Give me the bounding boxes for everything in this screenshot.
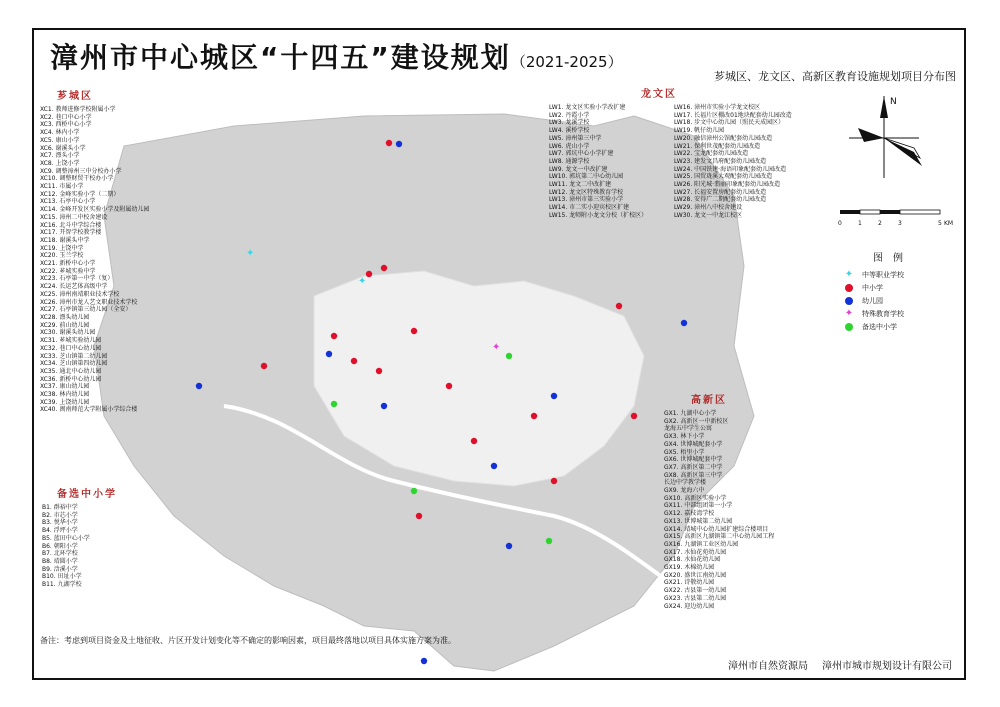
footer: [714, 657, 952, 672]
legend-item: [834, 307, 952, 320]
xiangcheng-item: XC26. 漳州市龙人艺文职业技术学校: [40, 298, 138, 306]
marker-primary[interactable]: [616, 303, 622, 309]
marker-special[interactable]: ✦: [492, 342, 501, 353]
longwen-item: LW16. 漳州市实验小学龙文校区: [674, 104, 761, 111]
gaoxin-item: GX16. 九湖镇工业区幼儿园: [664, 540, 739, 548]
gaoxin-item: GX6. 世博城配套中学: [664, 456, 723, 464]
xiangcheng-item: XC7. 漂头小学: [40, 152, 80, 160]
longwen-item: LW13. 漳州市第三实验小学: [549, 196, 624, 204]
gaoxin-item: 龙海五中学生公寓: [664, 425, 713, 433]
xiangcheng-item: XC5. 康山小学: [40, 136, 80, 144]
xiangcheng-title: 芗城区: [57, 91, 93, 102]
xiangcheng-item: XC31. 芗城实验幼儿园: [40, 337, 102, 345]
gaoxin-list: [664, 410, 774, 610]
marker-primary[interactable]: [446, 383, 452, 389]
longwen-item: LW2. 丹霞小学: [549, 111, 590, 119]
marker-kindergarten[interactable]: [491, 463, 497, 469]
scale-tick-label: 5: [938, 220, 942, 227]
marker-reserve[interactable]: [506, 353, 512, 359]
xiangcheng-item: XC25. 漳州南靖职业技术学校: [40, 290, 120, 298]
gaoxin-item: GX8. 高新区第三中学: [664, 471, 723, 479]
reserve-item: B1. 群裕中学: [42, 504, 78, 511]
longwen-item: LW15. 龙师附小龙文分校（扩校区）: [549, 211, 648, 219]
xiangcheng-item: XC21. 新桥中心小学: [40, 260, 96, 268]
xiangcheng-item: XC35. 通北中心幼儿园: [40, 367, 102, 375]
longwen-item: LW26. 阳光城·翡丽印象配套幼儿园改造: [674, 181, 781, 189]
longwen-item: LW19. 帆仔幼儿园: [674, 127, 725, 135]
marker-primary[interactable]: [531, 413, 537, 419]
longwen-item: LW14. 市二实小迎宾校区扩建: [549, 204, 630, 212]
xiangcheng-item: XC4. 林内小学: [40, 129, 80, 137]
legend-label: 幼儿园: [862, 296, 883, 305]
dot-icon: [844, 322, 854, 332]
longwen-item: LW20. 融信漳州公馆配套幼儿园改造: [674, 134, 773, 142]
reserve-item: B8. 靖圆小学: [42, 557, 78, 565]
longwen-item: LW6. 虎山小学: [549, 142, 590, 150]
xiangcheng-item: XC3. 西桥中心小学: [40, 121, 92, 129]
xiangcheng-item: XC22. 芗城实验中学: [40, 267, 96, 275]
scale-tick-label: 0: [838, 220, 842, 227]
compass-icon: [849, 96, 922, 178]
longwen-item: LW5. 漳州第三中学: [549, 134, 602, 142]
longwen-item: LW17. 长福片区棚改01地块配套幼儿园改造: [674, 111, 792, 119]
xiangcheng-item: XC10. 调整财贸干校办小学: [40, 175, 114, 183]
marker-reserve[interactable]: [546, 538, 552, 544]
scale-tick-label: 3: [898, 220, 902, 227]
marker-primary[interactable]: [376, 368, 382, 374]
reserve-item: B10. 田址小学: [42, 573, 82, 581]
longwen-item: LW22. 宝龙配套幼儿园改造: [674, 150, 749, 158]
longwen-panel: [549, 88, 792, 220]
xiangcheng-item: XC8. 上饶小学: [40, 159, 80, 167]
marker-reserve[interactable]: [411, 488, 417, 494]
longwen-list-right: [674, 104, 792, 220]
longwen-item: LW29. 漳州八中校舍建设: [674, 204, 743, 212]
disclaimer-note: 备注：考虑到项目资金及土地征收、片区开发计划变化等不确定的影响因素，项目最终落地以项目具体实施方案为准。: [40, 636, 456, 645]
xiangcheng-item: XC2. 巷口中心小学: [40, 113, 92, 121]
longwen-item: LW18. 步文中心幼儿园（照民天成园区）: [674, 119, 785, 127]
gaoxin-item: 长边中学教学楼: [664, 479, 707, 487]
marker-primary[interactable]: [386, 140, 392, 146]
longwen-item: LW7. 郭坑中心小学扩建: [549, 150, 614, 158]
gaoxin-item: GX17. 水仙花苑幼儿园: [664, 548, 727, 556]
marker-primary[interactable]: [351, 358, 357, 364]
page-title: [50, 36, 623, 76]
scale-bar: [838, 208, 958, 232]
gaoxin-item: GX21. 诗敬幼儿园: [664, 579, 715, 587]
longwen-item: LW9. 龙文一中改扩建: [549, 165, 608, 173]
marker-kindergarten[interactable]: [381, 403, 387, 409]
marker-primary[interactable]: [381, 265, 387, 271]
gaoxin-item: GX3. 林下小学: [664, 433, 705, 441]
reserve-item: B5. 蓝田中心小学: [42, 534, 90, 542]
xiangcheng-item: XC27. 石亭镇第三幼儿园（全安）: [40, 306, 132, 314]
title-text: 漳州市中心城区“十四五”建设规划: [50, 41, 511, 74]
xiangcheng-item: XC38. 林内幼儿园: [40, 391, 90, 399]
marker-kindergarten[interactable]: [506, 543, 512, 549]
gaoxin-item: GX19. 木棉幼儿园: [664, 564, 715, 572]
gaoxin-panel: [664, 394, 774, 610]
gaoxin-item: GX10. 高新区实验小学: [664, 494, 727, 502]
longwen-list-left: [549, 104, 674, 220]
xiangcheng-item: XC32. 巷口中心幼儿园: [40, 344, 102, 352]
gaoxin-item: GX9. 龙海六中: [664, 487, 705, 495]
gaoxin-item: GX23. 古县第二幼儿园: [664, 594, 727, 602]
marker-primary[interactable]: [366, 271, 372, 277]
gaoxin-item: GX5. 梧里小学: [664, 448, 705, 456]
map-subtitle: 芗城区、龙文区、高新区教育设施规划项目分布图: [714, 70, 956, 83]
longwen-item: LW10. 郭坑第二中心幼儿园: [549, 173, 624, 181]
gaoxin-item: GX2. 高新区一中新校区: [664, 417, 729, 425]
footer-org-1: 漳州市自然资源局: [728, 661, 808, 672]
gaoxin-item: GX12. 嘉枝湾学校: [664, 510, 715, 518]
marker-primary[interactable]: [411, 328, 417, 334]
scale-tick-labels: [838, 220, 958, 228]
gaoxin-item: GX24. 迎边幼儿园: [664, 602, 715, 610]
legend-label: 中等职业学校: [862, 270, 904, 279]
star-icon: ✦: [844, 268, 854, 280]
reserve-item: B11. 九湖学校: [42, 581, 82, 589]
longwen-item: LW8. 通源学校: [549, 157, 590, 165]
xiangcheng-item: XC30. 谢溪头幼儿园: [40, 329, 96, 337]
marker-kindergarten[interactable]: [681, 320, 687, 326]
marker-kindergarten[interactable]: [421, 658, 427, 664]
district-map[interactable]: [34, 86, 964, 682]
xiangcheng-item: XC17. 开智学校教学楼: [40, 229, 102, 237]
reserve-panel: [42, 488, 132, 589]
xiangcheng-item: XC14. 金峰开发区实验小学及附属幼儿园: [40, 206, 150, 214]
marker-kindergarten[interactable]: [551, 393, 557, 399]
xiangcheng-item: XC18. 谢溪头中学: [40, 236, 90, 244]
reserve-title: 备选中小学: [57, 489, 117, 500]
marker-vocational[interactable]: ✦: [246, 248, 255, 259]
legend-label: 中小学: [862, 283, 883, 292]
gaoxin-item: GX22. 古县第一幼儿园: [664, 587, 727, 595]
xiangcheng-item: XC34. 芝山镇第四幼儿园: [40, 360, 108, 368]
reserve-item: B7. 北环学校: [42, 550, 78, 558]
marker-primary[interactable]: [631, 413, 637, 419]
marker-kindergarten[interactable]: [396, 141, 402, 147]
xiangcheng-item: XC40. 闽南师范大学附属小学综合楼: [40, 406, 138, 414]
marker-primary[interactable]: [551, 478, 557, 484]
marker-reserve[interactable]: [331, 401, 337, 407]
longwen-title: 龙文区: [641, 89, 677, 100]
gaoxin-item: GX1. 九湖中心小学: [664, 410, 717, 417]
reserve-item: B3. 悦华小学: [42, 519, 78, 527]
marker-primary[interactable]: [471, 438, 477, 444]
xiangcheng-item: XC20. 玉兰学校: [40, 252, 84, 260]
longwen-item: LW28. 安得广二期配套幼儿园改造: [674, 196, 767, 204]
xiangcheng-item: XC13. 石亭中心小学: [40, 198, 96, 206]
star-icon: ✦: [844, 307, 854, 319]
map-frame: [32, 28, 966, 680]
marker-kindergarten[interactable]: [326, 351, 332, 357]
scale-tick-label: 1: [858, 220, 862, 227]
xiangcheng-item: XC36. 新桥中心幼儿园: [40, 375, 102, 383]
xiangcheng-item: XC39. 上饶幼儿园: [40, 398, 90, 406]
gaoxin-item: GX15. 高新区九湖镇第二中心幼儿园工程: [664, 533, 775, 541]
longwen-item: LW30. 龙文一中龙江校区: [674, 211, 743, 219]
longwen-item: LW12. 龙文区特殊教育学校: [549, 188, 624, 196]
gaoxin-item: GX20. 盛世江南幼儿园: [664, 571, 727, 579]
xiangcheng-item: XC9. 调整漳州三中分校办小学: [40, 167, 122, 175]
xiangcheng-panel: [40, 90, 149, 414]
legend: [834, 249, 952, 333]
marker-primary[interactable]: [261, 363, 267, 369]
marker-primary[interactable]: [331, 333, 337, 339]
xiangcheng-item: XC11. 市属小学: [40, 183, 84, 191]
longwen-item: LW21. 保利世茂配套幼儿园改造: [674, 142, 761, 150]
xiangcheng-item: XC23. 石亭第一中学（复）: [40, 275, 114, 283]
xiangcheng-item: XC33. 芝山镇第二幼儿园: [40, 352, 108, 360]
longwen-item: LW4. 溪桥学校: [549, 127, 590, 135]
gaoxin-title: 高新区: [691, 395, 727, 406]
longwen-item: LW27. 长福安置房配套幼儿园改造: [674, 188, 767, 196]
xiangcheng-item: XC24. 长运艺体高级中学: [40, 283, 108, 291]
longwen-item: LW24. 中国铁建·海语印象配套幼儿园改造: [674, 165, 787, 173]
scale-tick-label: 2: [878, 220, 882, 227]
reserve-item: B6. 朝阳小学: [42, 542, 78, 550]
compass-north-label: N: [890, 97, 897, 107]
dot-icon: [844, 283, 854, 293]
gaoxin-item: GX4. 世博城配套小学: [664, 440, 723, 448]
gaoxin-item: GX18. 水仙花幼儿园: [664, 556, 721, 564]
legend-item: [834, 281, 952, 294]
reserve-item: B9. 浛溪小学: [42, 565, 78, 573]
marker-primary[interactable]: [416, 513, 422, 519]
legend-label: 特殊教育学校: [862, 309, 904, 318]
dot-icon: [844, 296, 854, 306]
xiangcheng-item: XC6. 谢溪头小学: [40, 144, 86, 152]
scale-unit-label: KM: [944, 220, 954, 227]
reserve-item: B2. 市芯小学: [42, 511, 78, 519]
longwen-item: LW1. 龙文区实验小学改扩建: [549, 104, 626, 111]
longwen-item: LW11. 龙文二中改扩建: [549, 181, 612, 189]
xiangcheng-item: XC16. 北斗中学综合楼: [40, 221, 102, 229]
title-years: （2021-2025）: [510, 53, 623, 71]
xiangcheng-item: XC37. 康山幼儿园: [40, 383, 90, 391]
gaoxin-item: GX11. 中部组团第一小学: [664, 502, 733, 510]
longwen-item: LW23. 建发文昌府配套幼儿园改造: [674, 157, 767, 165]
reserve-item: B4. 浮坪小学: [42, 527, 78, 535]
legend-item: [834, 320, 952, 333]
gaoxin-item: GX13. 世博城第二幼儿园: [664, 517, 733, 525]
xiangcheng-list: [40, 106, 149, 414]
longwen-item: LW3. 龙溪学校: [549, 119, 590, 127]
gaoxin-item: GX7. 高新区第二中学: [664, 463, 723, 471]
marker-kindergarten[interactable]: [196, 383, 202, 389]
marker-vocational[interactable]: ✦: [358, 276, 367, 287]
legend-item: [834, 268, 952, 281]
legend-item: [834, 294, 952, 307]
legend-list: [834, 268, 952, 333]
xiangcheng-item: XC12. 金峰实验小学（二期）: [40, 190, 120, 198]
footer-org-2: 漳州市城市规划设计有限公司: [822, 661, 952, 672]
xiangcheng-item: XC1. 教师进修学校附属小学: [40, 106, 116, 113]
longwen-item: LW25. 国贸珑溪大观配套幼儿园改造: [674, 173, 773, 181]
legend-label: 备选中小学: [862, 322, 897, 331]
gaoxin-item: GX14. 靖城中心幼儿园扩建综合楼项目: [664, 525, 769, 533]
scale-bar-graphic: [838, 208, 958, 218]
reserve-list: [42, 504, 132, 589]
legend-title: 图例: [873, 253, 913, 264]
xiangcheng-item: XC15. 漳州二中校舍建设: [40, 213, 108, 221]
xiangcheng-item: XC19. 上饶中学: [40, 244, 84, 252]
xiangcheng-item: XC28. 漂头幼儿园: [40, 313, 90, 321]
xiangcheng-item: XC29. 前山幼儿园: [40, 321, 90, 329]
